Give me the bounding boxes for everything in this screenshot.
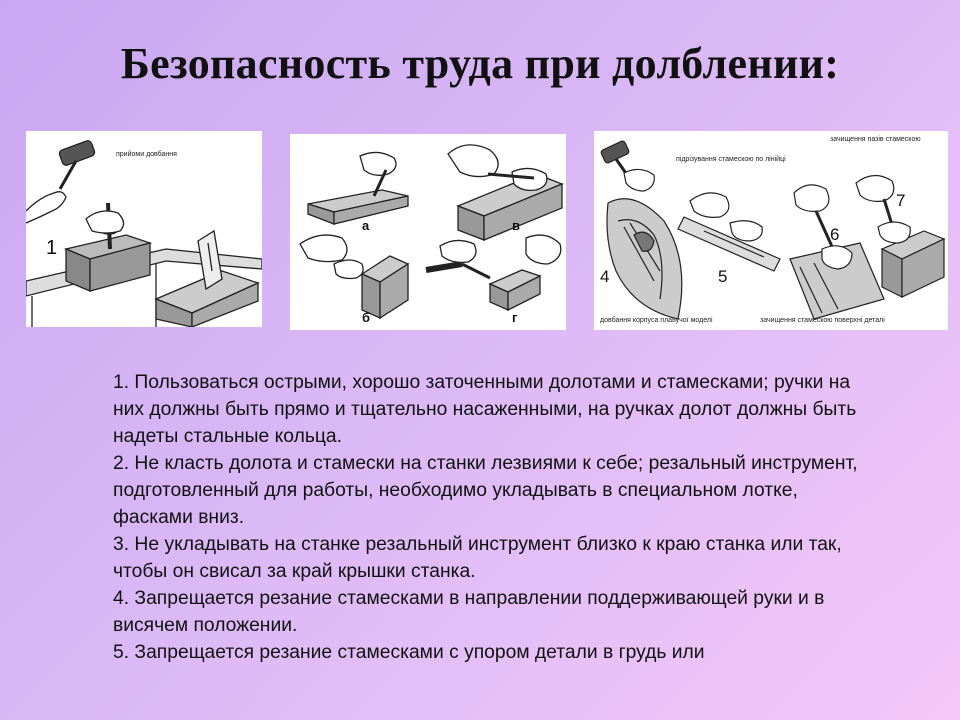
figure-number-6: 6: [830, 225, 840, 244]
caption-hull-chiseling: довбання корпуса плавучої моделі: [600, 317, 713, 324]
safety-rules: [113, 369, 873, 666]
figure-letter-b: б: [362, 310, 371, 325]
rule-item-1: 1. Пользоваться острыми, хорошо заточенными долотами и стамесками; ручки на них должны быть прямо и тщательно насаженными, на ручках долот должны быть надеты стальные кольца.: [113, 372, 857, 447]
chisel-operations-figure: [594, 131, 948, 330]
figure-letter-v: в: [512, 218, 520, 233]
caption-ruler-trimming: підрізування стамескою по лінійці: [676, 156, 786, 163]
chiseling-techniques-figure: [26, 131, 262, 327]
caption-groove-cleaning: зачищення пазів стамескою: [830, 136, 921, 143]
rule-item-5: 5. Запрещается резание стамесками с упором детали в грудь или: [113, 642, 705, 663]
figure-number-5: 5: [718, 267, 728, 286]
figure-number: 1: [46, 237, 58, 259]
figure-letter-g: г: [512, 310, 518, 325]
figure-number-7: 7: [896, 191, 906, 210]
figure-letter-a: а: [362, 218, 370, 233]
rule-item-4: 4. Запрещается резание стамесками в направлении поддерживающей руки и в висячем положении.: [113, 588, 825, 636]
grip-illustration: [290, 134, 566, 330]
chiseling-illustration: [26, 131, 262, 327]
chisel-grip-figure: [290, 134, 566, 330]
rule-item-3: 3. Не укладывать на станке резальный инструмент близко к краю станка или так, чтобы он свисал за край крышки станка.: [113, 534, 842, 582]
rule-item-2: 2. Не класть долота и стамески на станки лезвиями к себе; резальный инструмент, подготовленный для работы, необходимо укладывать в специальном лотке, фасками вниз.: [113, 453, 858, 528]
figure-caption: прийоми довбання: [116, 151, 177, 158]
figure-number-4: 4: [600, 267, 610, 286]
caption-surface-cleaning: зачищення стамескою поверхні деталі: [760, 317, 885, 324]
page-title: Безопасность труда при долблении:: [120, 39, 840, 88]
